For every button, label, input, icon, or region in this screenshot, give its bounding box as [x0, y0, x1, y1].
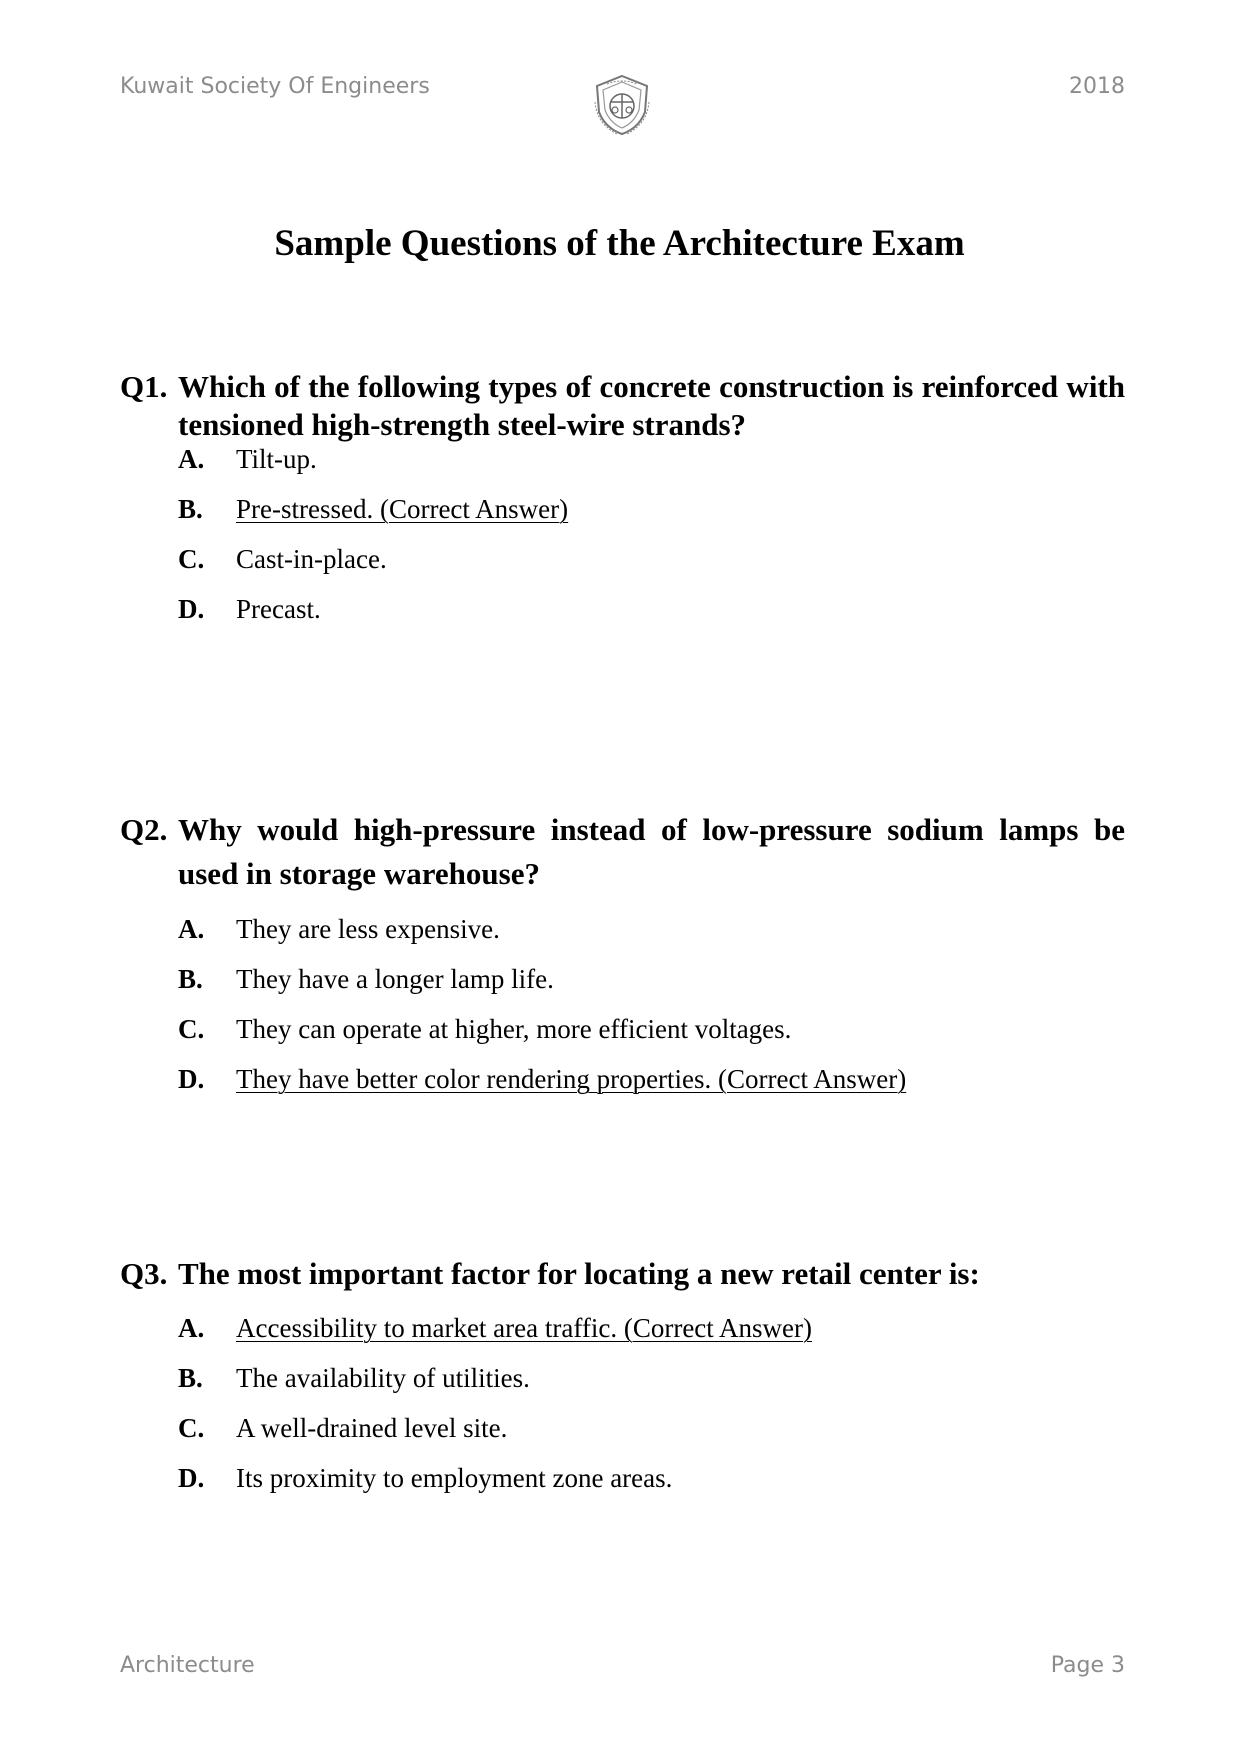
- option-item: [178, 1463, 1183, 1513]
- option-item: [178, 914, 1183, 964]
- page-title: Sample Questions of the Architecture Exam: [274, 223, 965, 264]
- option-text: The availability of utilities.: [236, 1363, 530, 1393]
- option-text: They have a longer lamp life.: [236, 964, 554, 994]
- question-1: [120, 368, 1125, 644]
- question-text: Which of the following types of concrete construction is reinforced with tensioned high-strength steel-wire strands?: [178, 369, 1125, 442]
- option-letter: D.: [178, 594, 205, 624]
- option-letter: B.: [178, 964, 203, 994]
- question-heading: [120, 1255, 1125, 1293]
- option-item: [178, 494, 1183, 544]
- option-letter: B.: [178, 494, 203, 524]
- question-number: Q3.: [120, 1256, 168, 1291]
- option-text: Tilt-up.: [236, 444, 317, 474]
- options-list: [178, 1313, 1183, 1513]
- option-text: They are less expensive.: [236, 914, 500, 944]
- question-text: Why would high-pressure instead of low-pressure sodium lamps be used in storage warehouse?: [178, 812, 1125, 891]
- option-text: Precast.: [236, 594, 321, 624]
- option-text: They can operate at higher, more efficient voltages.: [236, 1014, 792, 1044]
- option-item: [178, 594, 1183, 644]
- options-list: [178, 444, 1183, 644]
- option-item: [178, 1363, 1183, 1413]
- footer-page-number: Page 3: [1050, 1653, 1125, 1678]
- option-item: [178, 964, 1183, 1014]
- option-letter: C.: [178, 1014, 205, 1044]
- option-letter: D.: [178, 1064, 205, 1094]
- option-letter: A.: [178, 444, 205, 474]
- society-logo-icon: [587, 72, 657, 138]
- option-letter: A.: [178, 914, 205, 944]
- option-item: [178, 1014, 1183, 1064]
- option-text: Cast-in-place.: [236, 544, 387, 574]
- option-item: [178, 1313, 1183, 1363]
- option-item: [178, 1413, 1183, 1463]
- option-text: A well-drained level site.: [236, 1413, 508, 1443]
- option-item: [178, 544, 1183, 594]
- footer-section: Architecture: [120, 1653, 255, 1678]
- option-item: [178, 1064, 1183, 1114]
- option-text: Its proximity to employment zone areas.: [236, 1463, 673, 1493]
- option-text-correct: Accessibility to market area traffic. (Correct Answer): [236, 1313, 813, 1343]
- question-number: Q2.: [120, 812, 168, 847]
- options-list: [178, 914, 1183, 1114]
- option-letter: D.: [178, 1463, 205, 1493]
- question-3: [120, 1255, 1125, 1513]
- question-text: The most important factor for locating a new retail center is:: [178, 1256, 980, 1291]
- option-letter: C.: [178, 544, 205, 574]
- question-heading: [120, 368, 1125, 444]
- option-text-correct: Pre-stressed. (Correct Answer): [236, 494, 569, 524]
- option-letter: A.: [178, 1313, 205, 1343]
- header-year: 2018: [1069, 74, 1125, 99]
- option-item: [178, 444, 1183, 494]
- question-2: [120, 808, 1125, 1114]
- option-letter: C.: [178, 1413, 205, 1443]
- question-number: Q1.: [120, 369, 168, 404]
- option-text-correct: They have better color rendering properties. (Correct Answer): [236, 1064, 907, 1094]
- question-heading: [120, 808, 1125, 896]
- option-letter: B.: [178, 1363, 203, 1393]
- header-organization: Kuwait Society Of Engineers: [120, 74, 430, 99]
